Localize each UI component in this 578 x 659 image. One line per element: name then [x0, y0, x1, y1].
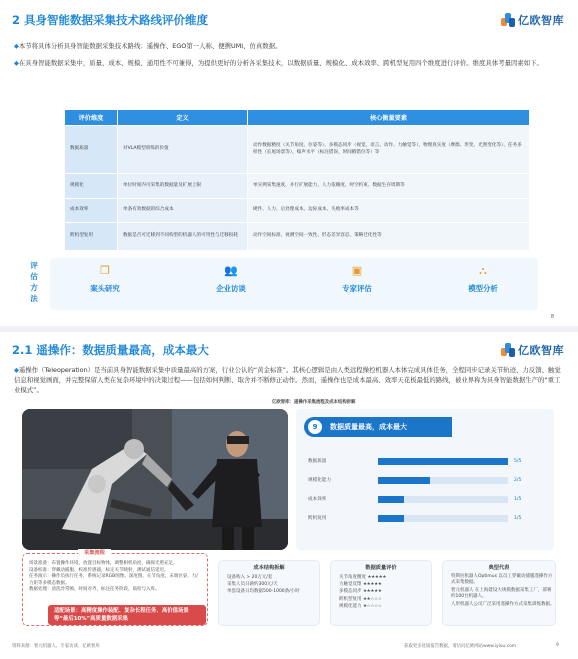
quality-eval-panel [330, 560, 432, 626]
process-step: 任务演示：操作员执行任务，系统记录RGB图像、深度图、关节角度、末端位姿、力/力矩等多模态数据。 [29, 574, 198, 586]
list-item: 设备购入 > 20万元/套 [227, 575, 273, 580]
score-bar-fill [378, 515, 404, 522]
table-header-cell: 定义 [118, 110, 248, 126]
list-item: 智元机器人 在上海建设大规模数据采集工厂，部署约100台机器人。 [451, 588, 552, 599]
page-number: 8 [550, 314, 554, 320]
document-icon: ❐ [100, 264, 110, 277]
score-bar-row [308, 514, 524, 523]
section-title: 2 具身智能数据采集技术路线评价维度 [12, 13, 209, 27]
checklist-icon: ▣ [351, 264, 363, 277]
score-card-header [304, 417, 452, 437]
panel-title: 典型代表 [488, 565, 510, 571]
evaluation-dimension-table [64, 109, 530, 251]
table-header-cell: 评价维度 [65, 110, 118, 126]
table-header-row [65, 110, 530, 126]
score-bar-label: 规模化能力 [308, 478, 331, 483]
table-cell: 数据质量 [65, 126, 118, 174]
list-item: 采集人员日薪约300元/天 [227, 582, 278, 588]
figure-caption: 亿欧智库：遥操作采集流程及成本结构拆解 [272, 400, 356, 405]
table-row [65, 126, 530, 174]
list-item: 力触觉反馈 ★★★★★ [339, 582, 382, 588]
panel-title: 数据质量评价 [365, 565, 397, 571]
teleoperation-scene-image [22, 409, 288, 550]
table-row [65, 174, 530, 199]
people-icon: 👥 [224, 264, 238, 277]
hierarchy-icon: ⛬ [479, 264, 487, 277]
score-card-title: 数据质量最高，成本最大 [330, 423, 407, 431]
list-item: 特斯拉机器人Optimus 以员工穿戴动捕服遥操作方式采集数据。 [451, 574, 553, 585]
footer-link[interactable]: 获取更多优质报告数据，请访问亿欧网站www.iyiou.com [404, 644, 517, 649]
page-number: 9 [556, 643, 559, 648]
star-rating: ★★★★★ [362, 582, 382, 588]
method-label: 案头研究 [90, 284, 120, 293]
evaluation-methods-label: 评估方法 [30, 261, 38, 303]
typical-cases-panel [442, 560, 556, 626]
score-bar-fill [378, 458, 508, 465]
score-bar-fill [378, 496, 404, 503]
score-bar-value: 5/5 [514, 459, 522, 464]
score-bar-row [308, 457, 524, 466]
score-bar-label: 跨机复用 [308, 516, 327, 521]
process-step: 数据处理：清洗异常帧，时间对齐，标注任务阶段，质检与入库。 [29, 587, 160, 593]
scenario-banner: 适配场景：高精度操作装配、复杂长程任务、高价值场景等“最后10%”高质量数据采集 [48, 605, 206, 625]
brand-logo [501, 12, 564, 28]
star-rating: ★★★★★ [362, 589, 382, 595]
score-bar-fill [378, 477, 430, 484]
score-bar-row [308, 476, 524, 485]
intro-paragraph-1: ◆本节将具体分析具身智能数据采集技术路线：遥操作、EGO第一人称、便携UMI、仿真数据。 [14, 42, 282, 50]
table-cell: 单实例采集速度、并行扩展能力、人力依赖度、时空约束、数据生存周期等 [248, 174, 530, 199]
method-desk-research [60, 264, 150, 294]
star-rating: ★☆☆☆☆ [362, 603, 382, 609]
method-expert-review [312, 264, 402, 294]
table-cell: 动作数据精度（关节角度、位姿等）、多模态同步（视觉、语言、动作、力触觉等）、物理真实度（摩擦、形变、光照变化等）、任务多样性（长尾场景等）、噪声水平（标注错误、时间戳错位等）等 [248, 126, 530, 174]
score-bar-label: 成本效率 [308, 497, 327, 502]
table-cell: 规模化 [65, 174, 118, 199]
report-page-8 [0, 0, 578, 326]
logo-mark-icon [501, 13, 515, 27]
intro-paragraph-2: ◆在具身智能数据采集中，质量、成本、规模、通用性不可兼得，为提供更好的分析各采集技术，以数据质量、规模化、成本效率、跨机型复用四个维度进行评价。维度具体考量因素如下。 [14, 59, 543, 67]
method-label: 专家评估 [342, 284, 372, 293]
table-cell: 对VLA模型训练的价值 [118, 126, 248, 174]
score-bar-track [378, 458, 508, 465]
table-row [65, 223, 530, 251]
section-title: 2.1 遥操作：数据质量最高，成本最大 [12, 343, 209, 357]
score-badge: 9 [308, 420, 322, 434]
score-bar-track [378, 515, 508, 522]
table-cell: 单条有效数据的综合成本 [118, 199, 248, 223]
bullet-icon: ◆ [14, 366, 19, 374]
list-item: 规模化能力 ★☆☆☆☆ [339, 603, 382, 609]
table-header-cell: 核心衡量要素 [248, 110, 530, 126]
process-step: 设备校准：穿戴动捕服、校准传感器，标定关节映射，测试通信延迟。 [29, 567, 169, 573]
logo-mark-icon [501, 343, 515, 357]
list-item: 多模态同步 ★★★★★ [339, 589, 382, 595]
bullet-icon: ◆ [14, 42, 19, 50]
method-label: 模型分析 [468, 284, 498, 293]
method-label: 企业访谈 [216, 284, 246, 293]
logo-text: 亿欧智库 [518, 344, 564, 357]
score-bar-track [378, 496, 508, 503]
source-note: 资料来源：智元机器人、专家访谈、亿欧智库 [12, 644, 100, 649]
star-rating: ★★☆☆☆ [362, 596, 382, 602]
panel-title: 成本结构拆解 [253, 565, 285, 571]
bullet-icon: ◆ [14, 59, 19, 67]
teleoperation-photo [22, 409, 288, 550]
score-bar-value: 2/5 [514, 478, 522, 483]
star-rating: ★★★★★ [367, 575, 387, 580]
method-model-analysis [438, 264, 528, 294]
score-bar-value: 1/5 [514, 497, 522, 502]
table-cell: 单位时间内可采集的数据量及扩展上限 [118, 174, 248, 199]
table-row [65, 199, 530, 223]
table-cell: 跨机型复用 [65, 223, 118, 251]
brand-logo [501, 342, 564, 358]
table-cell: 硬件、人力、后处理成本、边际成本、失败率成本等 [248, 199, 530, 223]
process-step: 场景准备：布置操作环境，放置目标物体，调整相机角度，确保光照充足。 [29, 561, 178, 566]
table-cell: 动作空间标准、视测空间一致性、形态差异容忍、策略迁化性等 [248, 223, 530, 251]
score-bar-label: 数据质量 [308, 459, 327, 464]
list-item: 跨机型复用 ★★☆☆☆ [339, 596, 382, 602]
score-bar-track [378, 477, 508, 484]
list-item: 单套设备日均数据500-1000条/小时 [227, 589, 300, 595]
score-bar-value: 1/5 [514, 516, 522, 521]
process-panel-title: 采集流程 [78, 549, 111, 556]
score-bar-row [308, 495, 524, 504]
list-item: 关节角度精度 ★★★★★ [339, 575, 387, 580]
teleoperation-paragraph: ◆遥操作（Teleoperation）是当前具身智能数据采集中质量最高的方案，行业公认的“黄金标准”。其核心逻辑是由人类远程操控机器人本体完成具体任务，全程同步记录关节轨迹、力反馈、触觉信息和视觉画面，并完整保留人类在复杂环境中的决策过程——包括如何判断、取舍并不断修正动作。然而，遥操作也是成本最高、效率天花板最低的路线，被业界称为具身智能数据生产的“重工业模式”。 [14, 366, 561, 394]
table-cell: 数据是否可迁移到不同构型的机器人的可用性与迁移损耗 [118, 223, 248, 251]
method-interviews [186, 264, 276, 294]
table-cell: 成本效率 [65, 199, 118, 223]
list-item: 人形机器人公司广泛采用遥操作方式采集训练数据。 [451, 602, 555, 607]
logo-text: 亿欧智库 [518, 14, 564, 27]
cost-structure-panel [218, 560, 320, 626]
